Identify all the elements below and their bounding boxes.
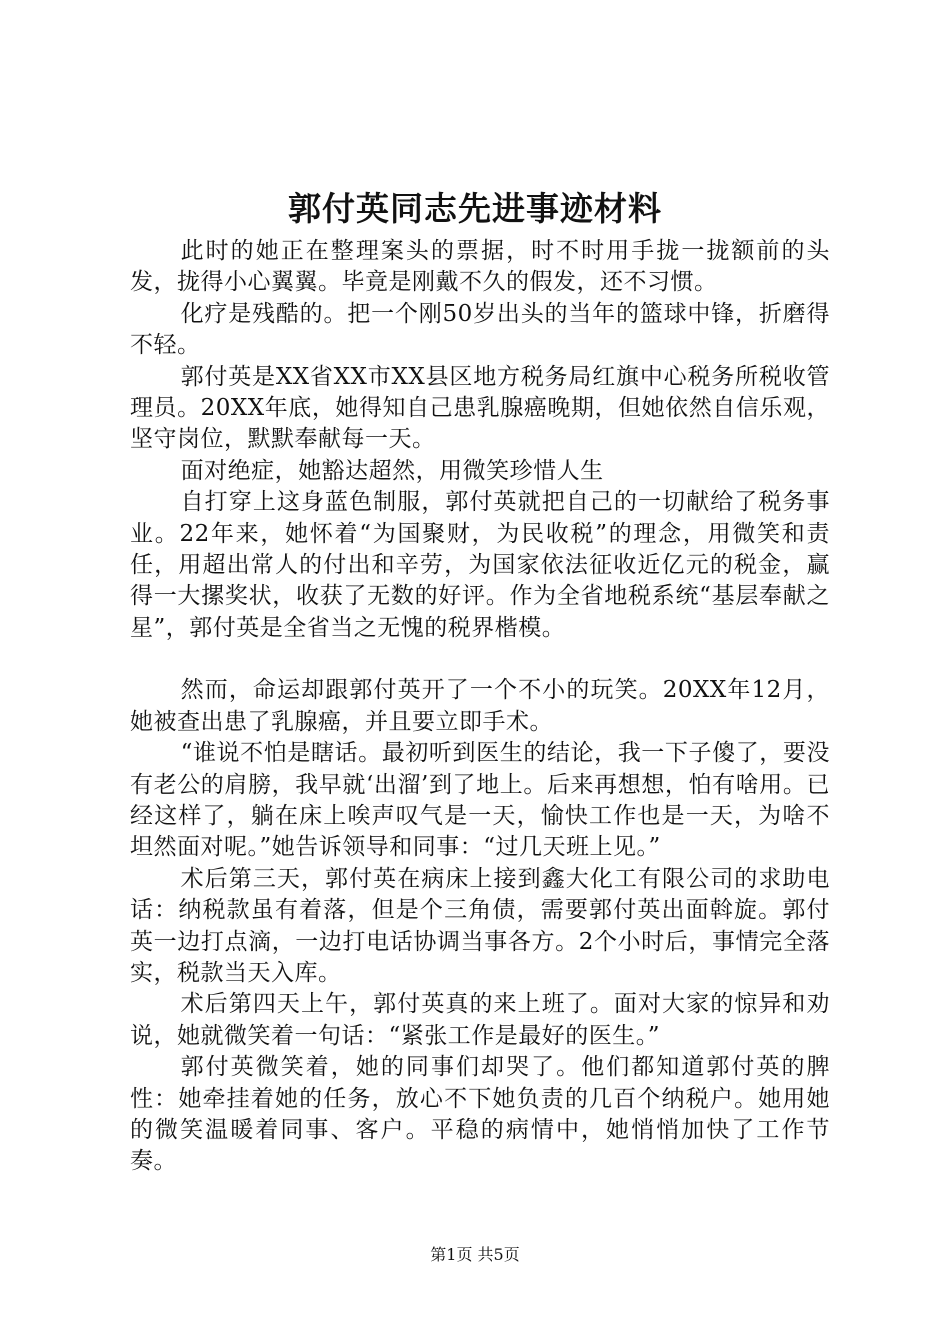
paragraph: 郭付英微笑着，她的同事们却哭了。他们都知道郭付英的脾性：她牵挂着她的任务，放心不下她负责的几百个纳税户。她用她的微笑温暖着同事、客户。平稳的病情中，她悄悄加快了工作节奏。 <box>130 1054 830 1175</box>
page-footer: 第1页 共5页 <box>430 1245 520 1264</box>
paragraph: 术后第四天上午，郭付英真的来上班了。面对大家的惊异和劝说，她就微笑着一句话：“紧张工作是最好的医生。” <box>130 991 830 1049</box>
document-title: 郭付英同志先进事迹材料 <box>288 189 662 228</box>
paragraph: 术后第三天，郭付英在病床上接到鑫大化工有限公司的求助电话：纳税款虽有着落，但是个三角债，需要郭付英出面斡旋。郭付英一边打点滴，一边打电话协调当事各方。2个小时后，事情完全落实，税款当天入库。 <box>130 865 830 986</box>
paragraph: “谁说不怕是瞎话。最初听到医生的结论，我一下子傻了，要没有老公的肩膀，我早就‘出溜’到了地上。后来再想想，怕有啥用。已经这样了，躺在床上唉声叹气是一天，愉快工作也是一天，为啥不坦然面对呢。”她告诉领导和同事：“过几天班上见。” <box>130 740 830 861</box>
paragraph: 自打穿上这身蓝色制服，郭付英就把自己的一切献给了税务事业。22年来，她怀着“为国聚财，为民收税”的理念，用微笑和责任，用超出常人的付出和辛劳，为国家依法征收近亿元的税金，赢得一大摞奖状，收获了无数的好评。作为全省地税系统“基层奉献之星”，郭付英是全省当之无愧的税界楷模。 <box>130 489 830 641</box>
section-heading: 面对绝症，她豁达超然，用微笑珍惜人生 <box>180 457 604 484</box>
document-body <box>130 236 830 1178</box>
paragraph: 化疗是残酷的。把一个刚50岁出头的当年的篮球中锋，折磨得不轻。 <box>130 300 830 359</box>
paragraph: 然而，命运却跟郭付英开了一个不小的玩笑。20XX年12月，她被查出患了乳腺癌，并且要立即手术。 <box>130 677 830 735</box>
paragraph: 此时的她正在整理案头的票据，时不时用手拢一拢额前的头发，拢得小心翼翼。毕竟是刚戴不久的假发，还不习惯。 <box>130 238 830 296</box>
paragraph: 郭付英是XX省XX市XX县区地方税务局红旗中心税务所税收管理员。20XX年底，她得知自己患乳腺癌晚期，但她依然自信乐观，坚守岗位，默默奉献每一天。 <box>130 363 830 453</box>
